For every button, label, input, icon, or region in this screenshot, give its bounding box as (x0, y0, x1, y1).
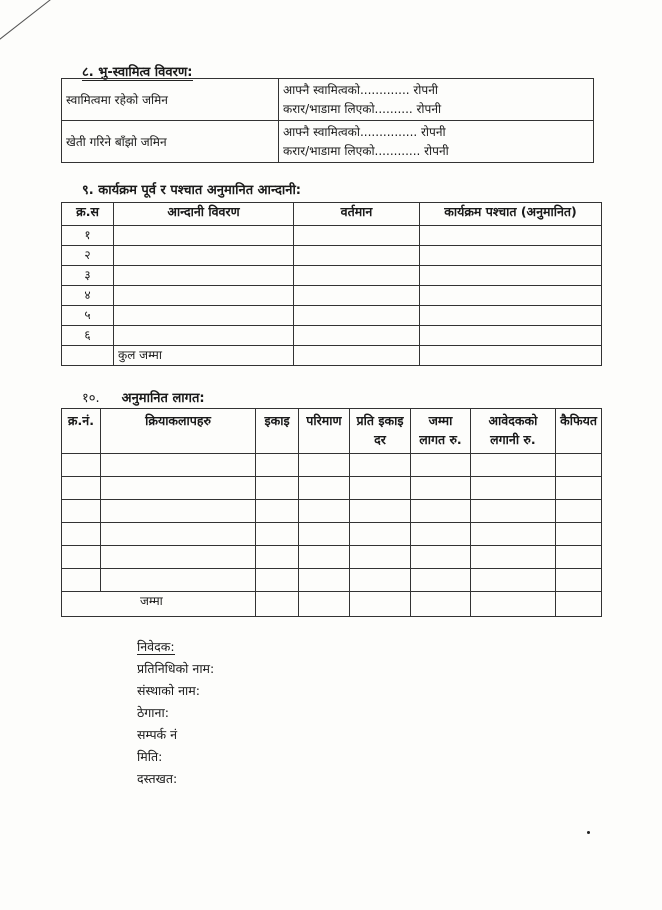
table-row (62, 500, 602, 523)
cell[interactable] (256, 477, 299, 500)
leased-land-line: करार/भाडामा लिएको............ रोपनी (283, 143, 449, 158)
cell[interactable] (256, 523, 299, 546)
current-cell[interactable] (294, 306, 420, 326)
cell[interactable] (411, 454, 470, 477)
row-number: २ (62, 246, 114, 266)
current-cell[interactable] (294, 326, 420, 346)
current-cell[interactable] (294, 226, 420, 246)
income-cell[interactable] (114, 226, 294, 246)
cell[interactable] (256, 454, 299, 477)
applicant-block (137, 636, 214, 790)
cell[interactable] (62, 569, 101, 592)
cell[interactable] (256, 592, 299, 617)
own-land-line: आफ्नै स्वामित्वको............. रोपनी (283, 82, 438, 97)
scan-speck (587, 831, 590, 834)
income-cell[interactable] (114, 326, 294, 346)
cell[interactable] (411, 523, 470, 546)
applicant-title (137, 636, 214, 658)
after-cell[interactable] (420, 266, 602, 286)
current-total-cell[interactable] (294, 346, 420, 366)
col-quantity: परिमाण (298, 409, 349, 454)
col-total-cost: जम्मा लागत रु. (411, 409, 470, 454)
representative-name-field[interactable]: प्रतिनिधिको नाम: (137, 661, 215, 676)
current-cell[interactable] (294, 286, 420, 306)
cell[interactable] (349, 454, 410, 477)
col-rate-per-unit: प्रति इकाइ दर (349, 409, 410, 454)
cell[interactable] (298, 592, 349, 617)
cell[interactable] (298, 546, 349, 569)
total-row (62, 346, 602, 366)
row-number: ५ (62, 306, 114, 326)
row-number: ४ (62, 286, 114, 306)
cell[interactable] (62, 454, 101, 477)
cell[interactable] (470, 523, 555, 546)
cell[interactable] (556, 592, 602, 617)
cell[interactable] (100, 500, 255, 523)
after-total-cell[interactable] (420, 346, 602, 366)
cell[interactable] (256, 500, 299, 523)
land-ownership-table (61, 78, 594, 163)
cell[interactable] (349, 569, 410, 592)
after-cell[interactable] (420, 246, 602, 266)
section-10-heading (82, 388, 205, 406)
cell[interactable] (100, 569, 255, 592)
cell[interactable] (349, 523, 410, 546)
signature-field[interactable]: दस्तखत: (137, 771, 178, 786)
section-10-title: अनुमानित लागत: (121, 391, 205, 406)
income-cell[interactable] (114, 306, 294, 326)
after-cell[interactable] (420, 226, 602, 246)
cell[interactable] (556, 546, 602, 569)
fallow-values (279, 121, 594, 163)
table-row (62, 326, 602, 346)
table-row (62, 121, 594, 163)
cell[interactable] (100, 546, 255, 569)
income-cell[interactable] (114, 266, 294, 286)
cell[interactable] (298, 454, 349, 477)
row-number (62, 346, 114, 366)
applicant-title-text: निवेदक: (137, 639, 175, 654)
cell[interactable] (62, 500, 101, 523)
cell[interactable] (470, 500, 555, 523)
after-cell[interactable] (420, 326, 602, 346)
table-row (62, 306, 602, 326)
row-number: ३ (62, 266, 114, 286)
cell[interactable] (411, 477, 470, 500)
col-serial: क्र.स (62, 203, 114, 226)
col-serial: क्र.नं. (62, 409, 101, 454)
table-row (62, 286, 602, 306)
col-unit: इकाइ (256, 409, 299, 454)
organization-name-field[interactable]: संस्थाको नाम: (137, 683, 200, 698)
cell[interactable] (349, 592, 410, 617)
col-after-program: कार्यक्रम पश्चात (अनुमानित) (420, 203, 602, 226)
cell[interactable] (556, 569, 602, 592)
cell[interactable] (298, 523, 349, 546)
ownership-label: स्वामित्वमा रहेको जमिन (62, 79, 279, 121)
cell[interactable] (556, 523, 602, 546)
cell[interactable] (556, 500, 602, 523)
section-9-heading: ९. कार्यक्रम पूर्व र पश्चात अनुमानित आन्दानी: (82, 183, 302, 198)
own-land-line: आफ्नै स्वामित्वको............... रोपनी (283, 124, 446, 139)
cell[interactable] (100, 454, 255, 477)
cell[interactable] (349, 546, 410, 569)
table-row (62, 454, 602, 477)
table-row (62, 569, 602, 592)
col-activities: क्रियाकलापहरु (100, 409, 255, 454)
cell[interactable] (411, 569, 470, 592)
after-cell[interactable] (420, 286, 602, 306)
total-row (62, 592, 602, 617)
address-field[interactable]: ठेगाना: (137, 705, 169, 720)
cell[interactable] (411, 546, 470, 569)
after-cell[interactable] (420, 306, 602, 326)
cell[interactable] (62, 477, 101, 500)
cell[interactable] (349, 477, 410, 500)
row-number: १ (62, 226, 114, 246)
table-row (62, 246, 602, 266)
cell[interactable] (298, 477, 349, 500)
col-current: वर्तमान (294, 203, 420, 226)
section-8-title: ८. भु-स्वामित्व विवरण: (82, 65, 193, 80)
col-remarks: कैफियत (556, 409, 602, 454)
estimated-cost-table (61, 408, 602, 617)
table-row (62, 79, 594, 121)
col-applicant-investment: आवेदकको लगानी रु. (470, 409, 555, 454)
table-row (62, 266, 602, 286)
cell[interactable] (470, 454, 555, 477)
total-label: जम्मा (62, 592, 256, 617)
ownership-values (279, 79, 594, 121)
fallow-label: खेती गरिने बाँझो जमिन (62, 121, 279, 163)
table-row (62, 523, 602, 546)
current-cell[interactable] (294, 266, 420, 286)
table-row (62, 546, 602, 569)
cell[interactable] (470, 592, 555, 617)
cell[interactable] (298, 569, 349, 592)
cell[interactable] (556, 477, 602, 500)
cell[interactable] (411, 592, 470, 617)
cell[interactable] (256, 546, 299, 569)
cell[interactable] (100, 523, 255, 546)
contact-number-field[interactable]: सम्पर्क नं (137, 727, 178, 742)
table-row (62, 226, 602, 246)
table-header-row (62, 203, 602, 226)
income-cell[interactable] (114, 286, 294, 306)
cell[interactable] (62, 523, 101, 546)
cell[interactable] (411, 500, 470, 523)
current-cell[interactable] (294, 246, 420, 266)
row-number: ६ (62, 326, 114, 346)
income-table (61, 202, 602, 366)
leased-land-line: करार/भाडामा लिएको.......... रोपनी (283, 101, 442, 116)
cell[interactable] (298, 500, 349, 523)
cell[interactable] (470, 569, 555, 592)
cell[interactable] (62, 546, 101, 569)
date-field[interactable]: मिति: (137, 749, 163, 764)
col-income-description: आन्दानी विवरण (114, 203, 294, 226)
cell[interactable] (349, 500, 410, 523)
income-cell[interactable] (114, 246, 294, 266)
total-label: कुल जम्मा (114, 346, 294, 366)
cell[interactable] (470, 477, 555, 500)
section-10-number: १०. (82, 391, 100, 406)
cell[interactable] (256, 569, 299, 592)
table-header-row (62, 409, 602, 454)
cell[interactable] (470, 546, 555, 569)
table-row (62, 477, 602, 500)
cell[interactable] (556, 454, 602, 477)
cell[interactable] (100, 477, 255, 500)
folded-corner (0, 0, 1, 1)
